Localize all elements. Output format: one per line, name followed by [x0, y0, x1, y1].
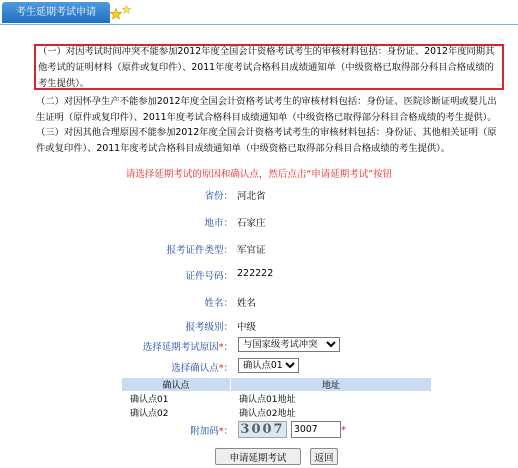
notice-item-1: （一）对因考试时间冲突不能参加2012年度全国会计资格考试考生的审核材料包括：身份证、2012年度同期其他考试的证明材料（原件或复印件）、2011年度考试合格科目成绩通知单（中级资格已取得部分科目合格成绩的考生提供）。: [38, 46, 495, 89]
city-value: 石家庄: [237, 218, 266, 229]
name-label: 姓名：: [204, 298, 233, 309]
back-button[interactable]: 返回: [310, 448, 338, 465]
id-type-value: 军官证: [237, 245, 266, 256]
star-icon: [122, 5, 131, 14]
level-label: 报考级别：: [185, 322, 233, 333]
delay-reason-select[interactable]: [238, 337, 340, 352]
id-number-label: 证件号码：: [185, 271, 233, 282]
table-row: [122, 392, 432, 406]
level-value: 中级: [237, 322, 257, 333]
confirm-point-label: 选择确认点*：: [171, 363, 233, 374]
captcha-label: 附加码*：: [190, 426, 233, 437]
table-header-address: 地址: [231, 378, 432, 392]
name-value: 姓名: [237, 298, 257, 309]
id-number-value: 222222: [237, 268, 274, 279]
table-cell-address: 确认点01地址: [231, 392, 432, 406]
page-header: [0, 0, 518, 25]
captcha-image: 3007: [238, 421, 287, 438]
confirm-point-select[interactable]: [238, 358, 299, 373]
table-row: [122, 406, 432, 420]
province-value: 河北省: [237, 191, 266, 202]
table-cell-confirm-point: 确认点02: [122, 406, 231, 420]
table-cell-confirm-point: 确认点01: [122, 392, 231, 406]
city-label: 地市：: [204, 218, 233, 229]
instruction-prompt: 请选择延期考试的原因和确认点，然后点击“申请延期考试”按钮: [125, 169, 393, 180]
confirm-point-table: [121, 377, 432, 420]
notice-item-3: （三）对因其他合理原因不能参加2012年度全国会计资格考试考生的审核材料包括：身份证、其他相关证明（原件或复印件）、2011年度考试合格科目成绩通知单（中级资格已取得部分科目合格成绩的考生提供）。: [36, 127, 497, 154]
table-header-confirm-point: 确认点: [122, 378, 231, 392]
notice-item-2: （二）对因怀孕生产不能参加2012年度全国会计资格考试考生的审核材料包括：身份证、医院诊断证明或婴儿出生证明（原件或复印件）、2011年度考试合格科目成绩通知单（中级资格已取得部分科目合格成绩的考生提供）。: [36, 96, 497, 123]
header-tab-title: 考生延期考试申请: [2, 2, 110, 23]
apply-delay-button[interactable]: 申请延期考试: [215, 448, 301, 465]
id-type-label: 报考证件类型：: [166, 245, 233, 256]
province-label: 省份：: [204, 191, 233, 202]
table-header-row: [122, 378, 432, 392]
star-icon: [110, 8, 122, 20]
table-cell-address: 确认点02地址: [231, 406, 432, 420]
captcha-input[interactable]: [291, 421, 341, 438]
delay-reason-label: 选择延期考试原因*：: [142, 342, 233, 353]
captcha-required-mark: *: [341, 425, 346, 436]
